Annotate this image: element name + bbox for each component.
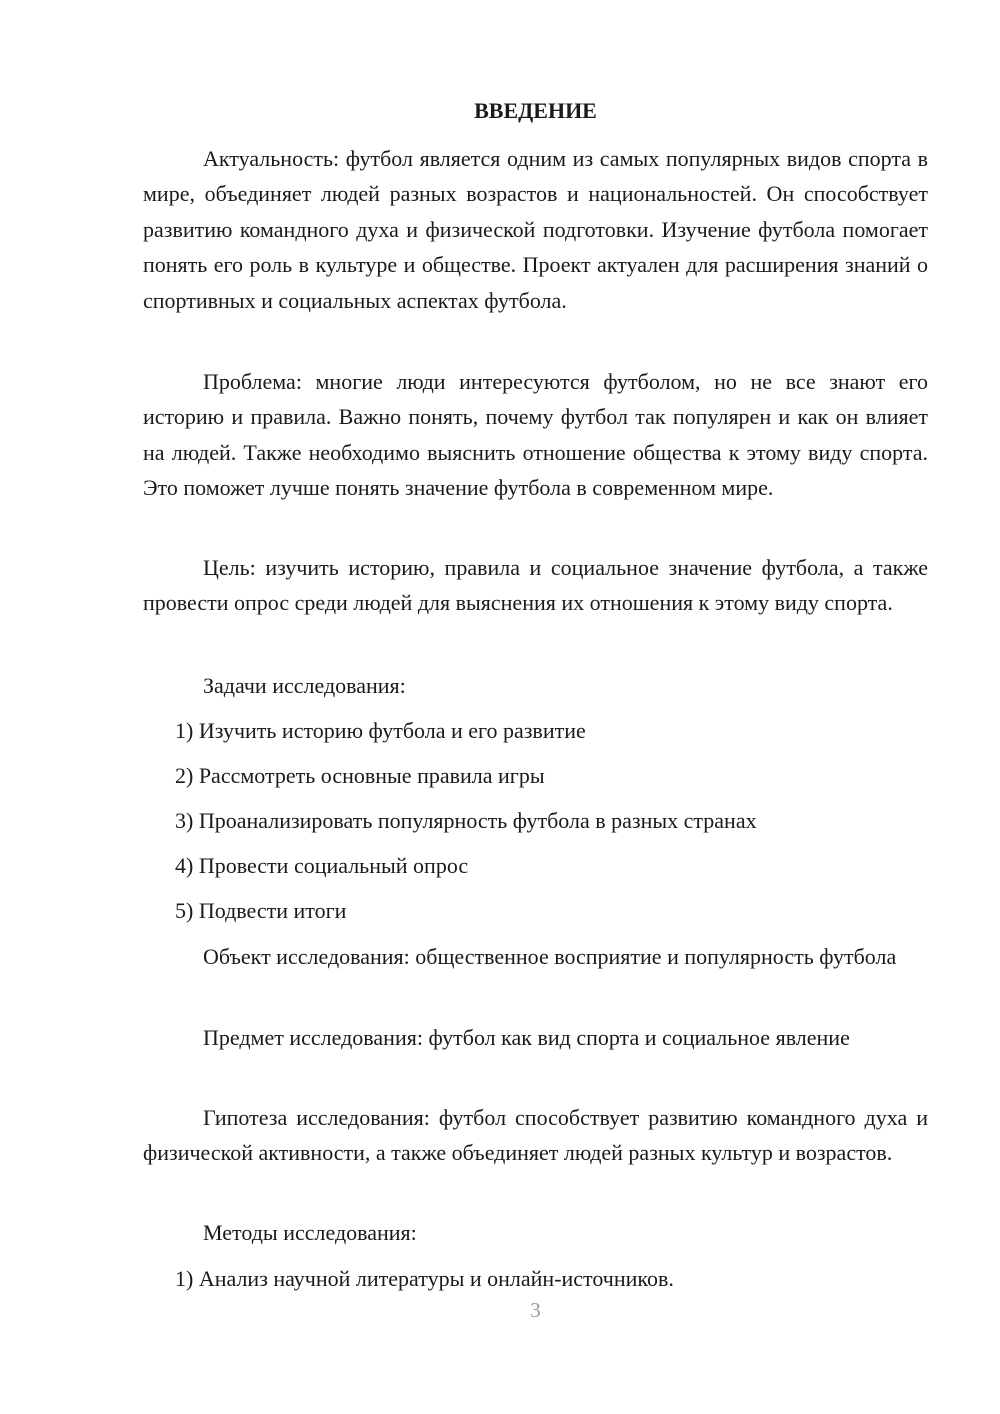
document-page xyxy=(143,0,928,1414)
list-item: 1) Анализ научной литературы и онлайн-источников. xyxy=(175,1266,674,1291)
page-title: ВВЕДЕНИЕ xyxy=(474,98,597,123)
problem-paragraph: Проблема: многие люди интересуются футболом, но не все знают его историю и правила. Важно понять, почему футбол так популярен и как он влияет на людей. Также необходимо выяснить отношение общества к этому виду спорта. Это поможет лучше понять значение футбола в современном мире. xyxy=(143,369,928,501)
list-item: 5) Подвести итоги xyxy=(175,898,347,923)
list-item: 4) Провести социальный опрос xyxy=(175,853,469,878)
subject-paragraph: Предмет исследования: футбол как вид спорта и социальное явление xyxy=(203,1025,850,1050)
list-item: 1) Изучить историю футбола и его развитие xyxy=(175,718,586,743)
hypothesis-paragraph: Гипотеза исследования: футбол способствует развитию командного духа и физической активности, а также объединяет людей разных культур и возрастов. xyxy=(143,1105,928,1166)
list-item: 3) Проанализировать популярность футбола в разных странах xyxy=(175,808,757,833)
list-item: 2) Рассмотреть основные правила игры xyxy=(175,763,545,788)
goal-paragraph: Цель: изучить историю, правила и социальное значение футбола, а также провести опрос среди людей для выяснения их отношения к этому виду спорта. xyxy=(143,555,928,616)
object-paragraph: Объект исследования: общественное восприятие и популярность футбола xyxy=(203,944,897,969)
page-number: 3 xyxy=(530,1298,541,1322)
tasks-heading: Задачи исследования: xyxy=(203,673,406,698)
relevance-paragraph: Актуальность: футбол является одним из самых популярных видов спорта в мире, объединяет людей разных возрастов и национальностей. Он способствует развитию командного духа и физической подготовки. Изучение футбола помогает понять его роль в культуре и обществе. Проект актуален для расширения знаний о спортивных и социальных аспектах футбола. xyxy=(143,146,928,313)
methods-heading: Методы исследования: xyxy=(203,1220,417,1245)
